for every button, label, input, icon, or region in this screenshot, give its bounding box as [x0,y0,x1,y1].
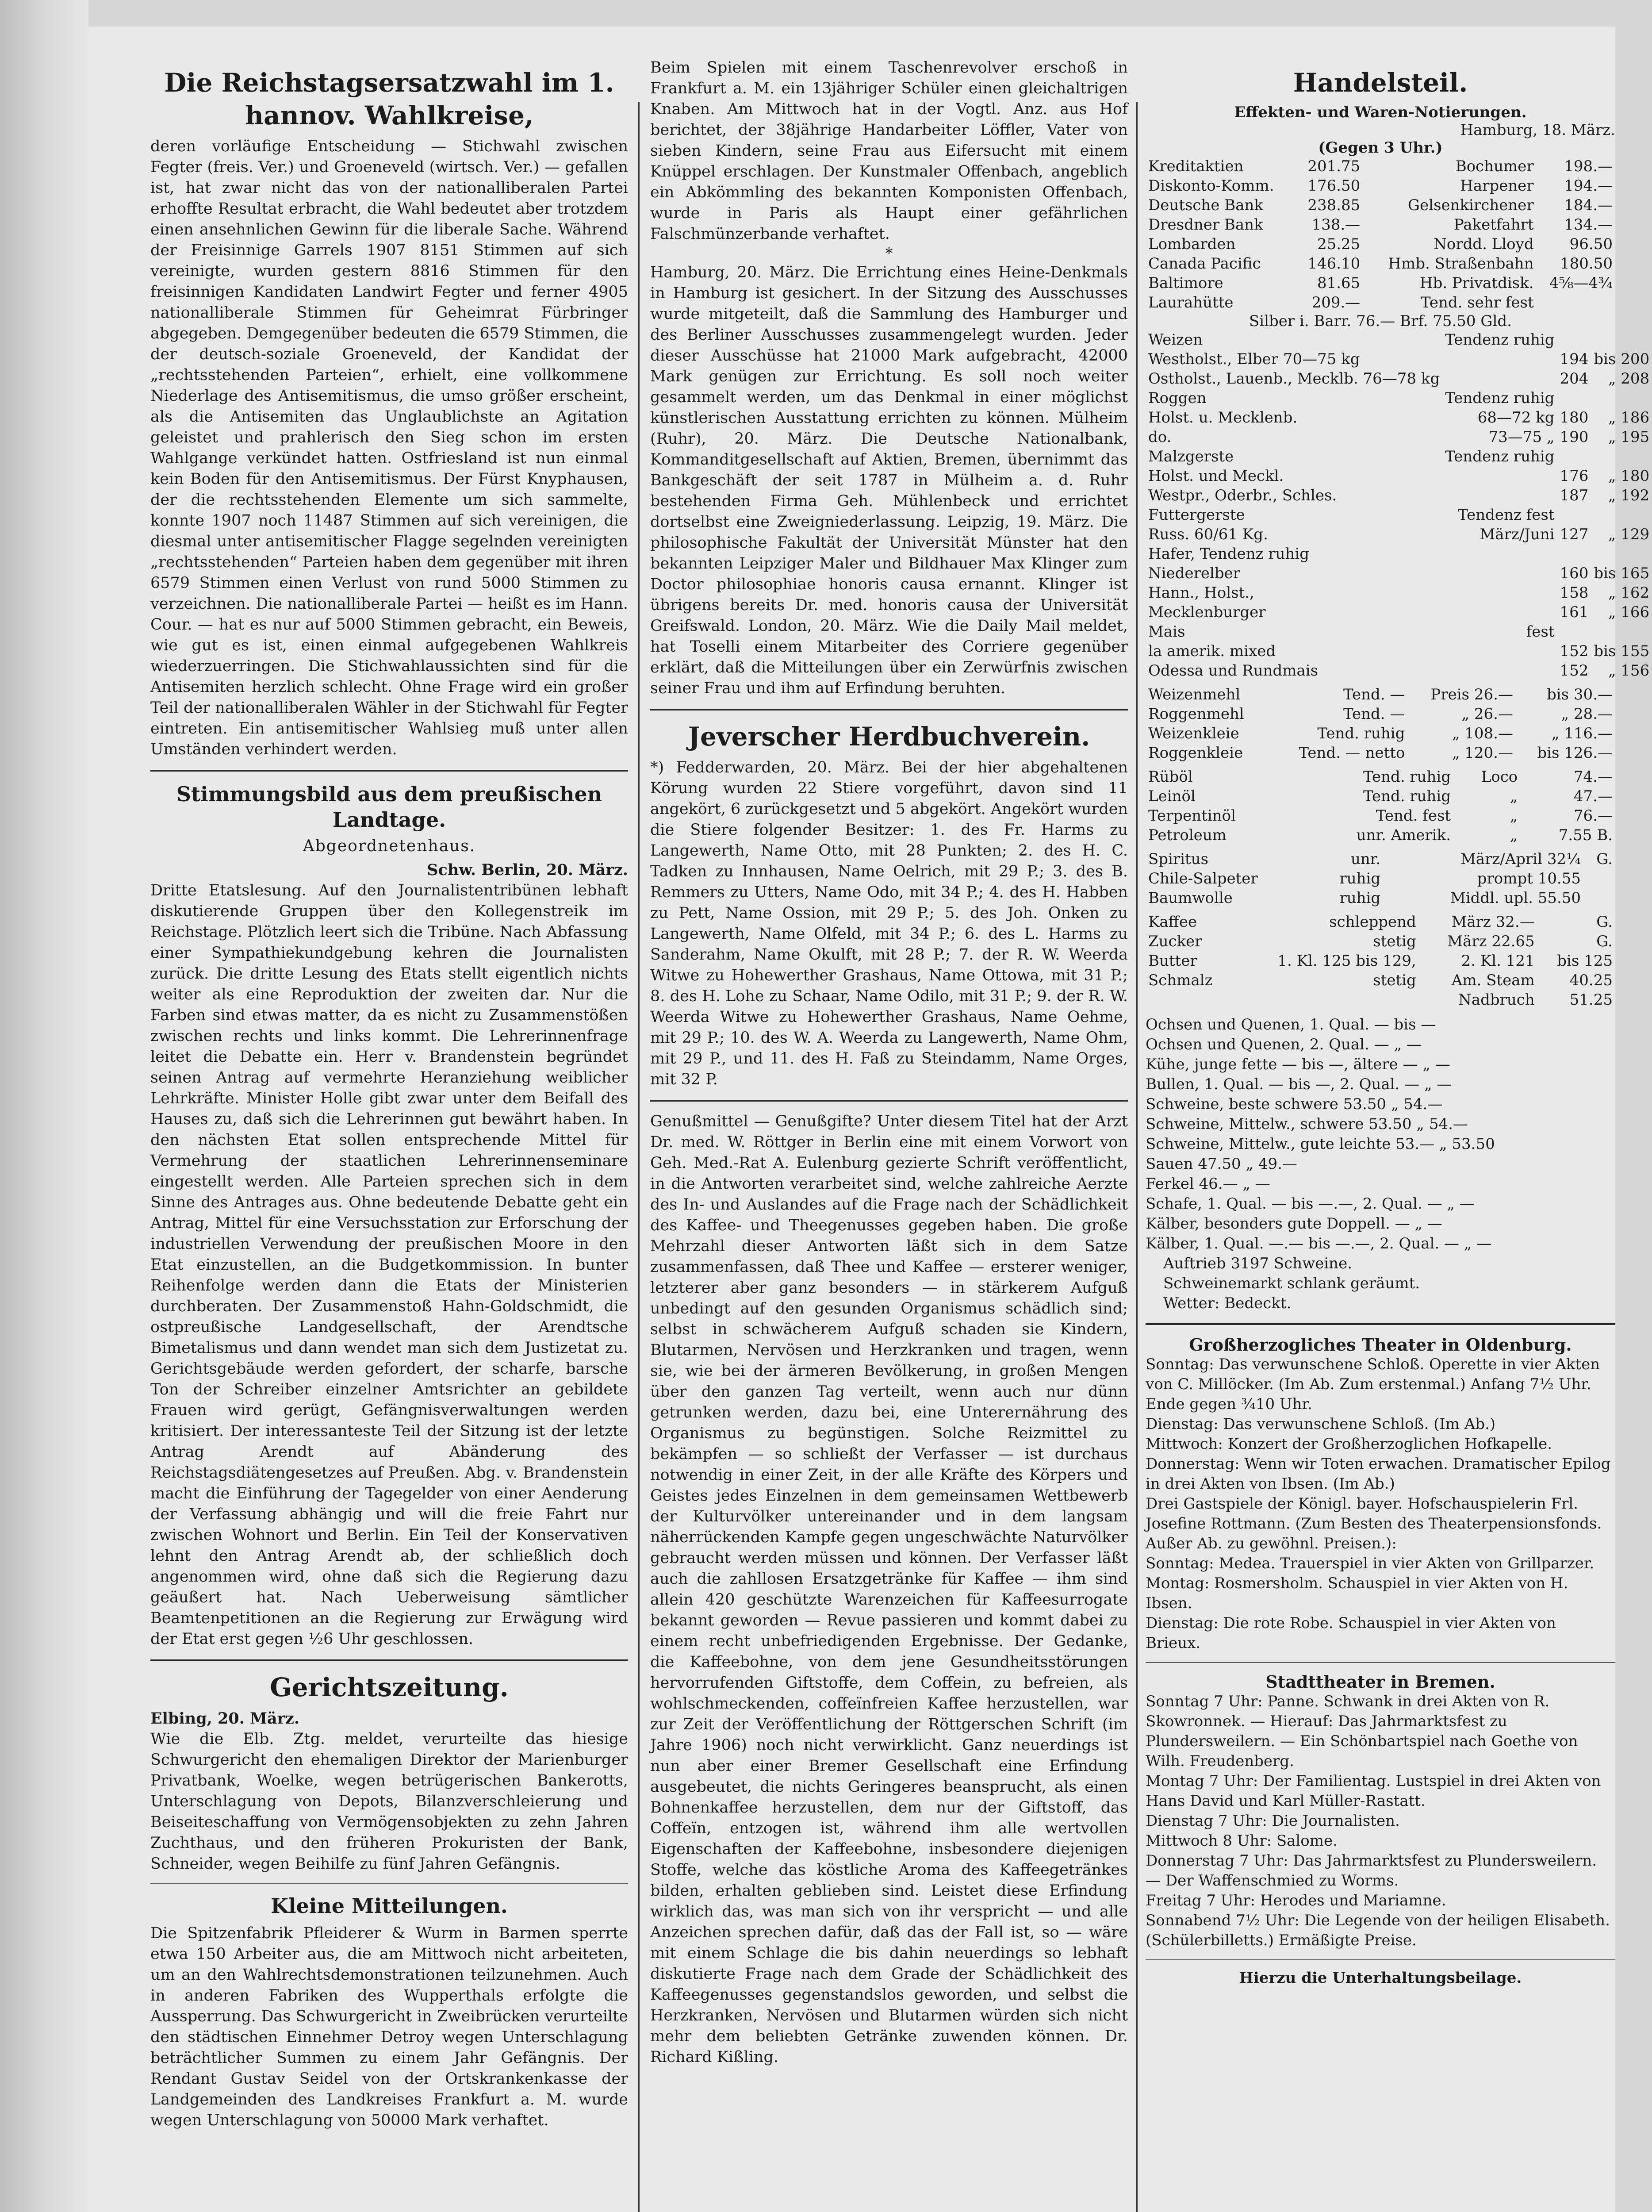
table-cell: „ 156 [1608,662,1650,680]
theatre-listing [1146,1355,1615,1653]
goods-row [1146,912,1615,932]
cattle-row: Kälber, 1. Qual. —.— bis —.—, 2. Qual. — „ — [1146,1235,1492,1252]
table-cell [1537,293,1615,312]
table-cell: Dresdner Bank [1148,216,1263,234]
goods-row [1146,951,1615,971]
table-cell: 204 [1560,370,1589,388]
table-cell: Tend. fest [1376,807,1451,825]
table-cell: März 22.65 [1447,933,1535,950]
table-cell: „ [1510,826,1518,844]
table-cell: Mecklenburger [1148,603,1266,621]
table-cell: Roggenmehl [1148,705,1244,723]
table-cell: Tend. ruhig [1363,768,1451,786]
grain-row [1146,447,1652,466]
table-cell [1583,869,1615,888]
article-headline: Jeverscher Herdbuchverein. [688,722,1090,752]
cattle-row: Kälber, besonders gute Doppell. — „ — [1146,1215,1442,1233]
dateline: Elbing, 20. März. [150,1709,300,1728]
table-cell: Zucker [1148,933,1202,950]
article-body: Wie die Elb. Ztg. meldet, verurteilte das hiesige Schwurgericht den ehemaligen Direktor der Marienburger Privatbank, Woelke, wegen betrügerischen Bankerotts, Unterschlagung von Depots, Bilanzverschleierung und Beiseiteschaffung von Vermögensobjekten zu zehn Jahren Zuchthaus, und den früheren Prokuristen der Bank, Schneider, wegen Beihilfe zu fünf Jahren Gefängnis. [150,1730,628,1873]
divider [650,709,1128,710]
table-cell: Baumwolle [1148,889,1233,907]
divider [1146,1662,1615,1663]
table-cell: Hmb. Straßenbahn [1388,255,1534,273]
cattle-row: Schweine, Mittelw., gute leichte 53.— „ 53.50 [1146,1135,1495,1153]
grain-row [1146,603,1652,622]
grain-row [1146,349,1652,369]
table-cell: März 32.— [1451,913,1535,931]
table-cell: Malzgerste [1148,448,1234,465]
table-cell: Hafer, Tendenz ruhig [1148,545,1310,563]
goods-row [1146,971,1615,990]
table-cell [1442,349,1557,369]
table-cell: 238.85 [1307,196,1361,214]
table-cell: Roggenkleie [1148,744,1243,762]
stock-row [1146,273,1615,293]
table-cell: 1. Kl. 125 bis 129, [1277,952,1416,970]
grain-row [1146,427,1652,447]
flour-row [1146,685,1615,704]
grain-table [1146,330,1652,680]
table-cell: 96.50 [1569,235,1613,253]
theatre-headline: Stadttheater in Bremen. [1265,1672,1495,1692]
table-cell: 74.— [1573,768,1613,786]
table-cell: Tend. — netto [1299,744,1405,762]
table-cell [1442,661,1557,680]
stock-row [1146,234,1615,254]
table-cell: Harpener [1460,177,1534,195]
table-cell: Odessa und Rundmais [1148,662,1319,680]
table-cell: G. [1596,850,1613,868]
table-cell: Middl. upl. 55.50 [1450,889,1581,907]
goods-row [1146,990,1615,1010]
grain-row [1146,622,1652,641]
divider [1146,1959,1615,1960]
grain-row [1146,544,1652,564]
table-cell [1442,544,1557,564]
table-cell: Rüböl [1148,768,1193,786]
section-headline: Handelsteil. [1293,68,1468,98]
cattle-row: Schweine, beste schwere 53.50 „ 54.— [1146,1095,1443,1113]
table-cell [1442,369,1557,388]
cattle-row: Schafe, 1. Qual. — bis —.—, 2. Qual. — „ — [1146,1195,1475,1213]
table-cell: Laurahütte [1148,294,1234,311]
table-cell: Tend. ruhig [1317,725,1405,742]
table-cell: 152 [1560,662,1589,680]
table-cell: G. [1596,933,1613,950]
article-headline: Die Reichstagsersatzwahl im 1. hannov. Wahlkreise, [164,68,614,131]
misc-row [1146,888,1615,908]
table-cell [1442,486,1557,505]
table-cell: 127 [1560,526,1589,543]
table-cell: 47.— [1573,787,1613,805]
table-cell: stetig [1373,933,1416,950]
table-cell: März/April 32¼ [1460,850,1581,868]
theatre-entry: Drei Gastspiele der Königl. bayer. Hofschauspielerin Frl. Josefine Rottmann. (Zum Besten des Theaterpensionsfonds. Außer Ab. zu gewöhnl. Preisen.): [1146,1495,1602,1552]
table-cell: Kaffee [1148,913,1197,931]
oil-row [1146,826,1615,845]
dateline: Schw. Berlin, 20. März. [427,861,628,879]
goods-table [1146,912,1615,1010]
silver-quote: Silber i. Barr. 76.— Brf. 75.50 Gld. [1249,312,1512,330]
section-subtitle: Effekten- und Waren-Notierungen. [1234,104,1527,121]
table-cell: Hb. Privatdisk. [1419,274,1534,292]
article-body: Beim Spielen mit einem Taschenrevolver erschoß in Frankfurt a. M. ein 13jähriger Schüler einen gleichaltrigen Knaben. Am Mittwoch hat in der Vogtl. Anz. aus Hof berichtet, der 38jährige Handarbeiter Löffler, Vater von sieben Kindern, seine Frau aus Eifersucht mit einem Knüppel erschlagen. Der Kunstmaler Offenbach, angeblich ein Abkömmling des bekannten Komponisten Offenbach, wurde in Paris als Haupt einer gefährlichen Falschmünzerbande verhaftet. [650,59,1128,243]
stock-row [1146,157,1615,176]
table-cell: Deutsche Bank [1148,196,1264,214]
table-cell: „ 186 [1608,409,1650,426]
table-cell [1591,622,1652,641]
oil-row [1146,767,1615,787]
table-cell: Preis 26.— [1430,686,1513,703]
table-cell: Diskonto-Komm. [1148,177,1274,195]
table-cell: Terpentinöl [1148,807,1236,825]
table-cell: Westholst., Elber 70—75 kg [1148,350,1360,368]
table-cell: Baltimore [1148,274,1223,292]
table-cell: 160 [1560,565,1589,582]
table-cell: Chile-Salpeter [1148,870,1258,887]
article-body: deren vorläufige Entscheidung — Stichwahl zwischen Fegter (freis. Ver.) und Groeneveld (wirtsch. Ver.) — gefallen ist, hat zwar nicht das von der nationalliberalen Partei erhoffte Resultat erbracht, die Wahl bedeutet aber trotzdem einen ansehnlichen Gewinn für die liberale Sache. Während der Freisinnige Garrels 1907 8151 Stimmen auf sich vereinigte, wurden gestern 8816 Stimmen für den freisinnigen Kandidaten Landwirt Fegter und ferner 4905 nationalliberale Stimmen für Geheimrat Fürbringer abgegeben. Demgegenüber bedeuten die 6579 Stimmen, die der deutsch-soziale Groeneveld, der Kandidat der „rechtsstehenden Parteien“, erhielt, eine vollkommene Niederlage des Antisemitismus, die umso größer erscheint, als die Antisemiten das Unglaublichste an Agitation geleistet und prahlerisch den Sieg schon im ersten Wahlgange verkündet hatten. Ostfriesland ist nun einmal kein Boden für den Antisemitismus. Der Fürst Knyphausen, der die rechtsstehenden Elemente um sich sammelte, konnte 1907 noch 11487 Stimmen auf sich vereinigen, die diesmal unter antisemitischer Flagge segelnden vereinigten „rechtsstehenden“ Parteien haben dem gegenüber mit ihren 6579 Stimmen einen Verlust von rund 5000 Stimmen zu verzeichnen. Die nationalliberale Partei — heißt es im Hann. Cour. — hat es nur auf 5000 Stimmen gebracht, ein Beweis, wie gut es ist, einen einmal aufgegebenen Wahlkreis wiederzuerringen. Die Stichwahlaussichten sind für die Antisemiten herzlich schlecht. Ohne Frage wird ein großer Teil der nationalliberalen Wähler in der Stichwahl für Fegter eintreten. Ein antisemitischer Wahlsieg muß unter allen Umständen verhindert werden. [150,138,628,758]
cattle-list [1146,1015,1615,1254]
table-cell: Loco [1481,768,1518,786]
theatre-entry: Mittwoch: Konzert der Großherzoglichen Hofkapelle. [1146,1435,1552,1453]
table-cell: 190 [1560,428,1589,446]
table-cell: Tend. sehr fest [1420,294,1534,311]
table-cell: Canada Pacific [1148,255,1261,273]
misc-table [1146,849,1615,908]
column-left [150,58,628,2131]
table-cell: „ 26.— [1461,705,1513,723]
theatre-entry: Sonntag: Das verwunschene Schloß. Operette in vier Akten von C. Millöcker. (Im Ab. Zum erstenmal.) Anfang 7½ Uhr. Ende gegen ¾10 Uhr. [1146,1356,1600,1413]
cattle-row: Ochsen und Quenen, 1. Qual. — bis — [1146,1016,1436,1033]
table-cell: G. [1596,913,1613,931]
grain-row [1146,466,1652,486]
table-cell: Spiritus [1148,850,1209,868]
grain-row [1146,641,1652,661]
misc-row [1146,869,1615,888]
grain-row [1146,525,1652,544]
table-cell: Tendenz ruhig [1445,389,1555,407]
table-cell: 134.— [1564,216,1613,234]
table-cell [1583,888,1615,908]
table-cell: 176 [1560,467,1589,485]
table-cell: Niederelber [1148,565,1241,582]
weather-note: Wetter: Bedeckt. [1163,1294,1292,1312]
divider [150,1883,628,1884]
cattle-row: Kühe, junge fette — bis —, ältere — „ — [1146,1056,1450,1073]
table-cell: Tendenz ruhig [1445,448,1555,465]
divider [150,770,628,772]
grain-row [1146,661,1652,680]
table-cell: 201.75 [1307,157,1361,175]
table-cell: stetig [1373,972,1416,989]
table-cell: 146.10 [1307,255,1361,273]
table-cell: Nordd. Lloyd [1434,235,1534,253]
table-cell: 198.— [1564,157,1613,175]
table-cell: 180 [1560,409,1589,426]
cattle-row: Ferkel 46.— „ — [1146,1175,1270,1193]
table-cell: Tendenz fest [1458,506,1555,524]
table-cell: Tendenz ruhig [1445,331,1555,349]
table-cell: Kreditaktien [1148,157,1244,175]
stock-row [1146,254,1615,273]
table-cell: „ 195 [1608,428,1650,446]
theatre-entry: Mittwoch 8 Uhr: Salome. [1146,1832,1338,1850]
oil-row [1146,806,1615,826]
table-cell: bis 200 [1594,350,1650,368]
divider [650,1100,1128,1102]
grain-row [1146,388,1652,408]
stock-row [1146,196,1615,215]
table-cell: Hann., Holst., [1148,584,1254,602]
table-cell: 187 [1560,487,1589,504]
grain-row [1146,486,1652,505]
table-cell: 4⅝—4¾ [1549,274,1613,292]
supplement-note: Hierzu die Unterhaltungsbeilage. [1239,1969,1522,1987]
table-cell [1557,622,1591,641]
column-right [1146,58,1650,1987]
table-cell: Holst. u. Mecklenb. [1148,409,1298,426]
binding-spine [0,0,88,2212]
table-cell: Roggen [1148,389,1207,407]
auftrieb: Auftrieb 3197 Schweine. [1163,1255,1353,1272]
table-cell: Mais [1148,623,1185,641]
table-cell: Bochumer [1455,157,1534,175]
table-cell: 76.— [1573,807,1613,825]
table-cell: Holst. und Meckl. [1148,467,1284,485]
table-cell [1442,583,1557,603]
theatre-entry: Dienstag 7 Uhr: Die Journalisten. [1146,1812,1400,1830]
table-cell: „ 120.— [1452,744,1513,762]
cattle-row: Schweine, Mittelw., schwere 53.50 „ 54.— [1146,1115,1468,1133]
table-cell: bis 126.— [1537,744,1613,762]
grain-row [1146,583,1652,603]
theatre-entry: Montag 7 Uhr: Der Familientag. Lustspiel in drei Akten von Hans David und Karl Müller-Rastatt. [1146,1772,1601,1810]
table-cell: „ 162 [1608,584,1650,602]
column-middle [650,58,1128,2068]
dateline: Hamburg, 18. März. [1460,121,1615,139]
table-cell: Paketfahrt [1453,216,1534,234]
table-cell: Am. Steam [1451,972,1535,989]
stock-row [1146,215,1615,234]
table-cell: 68—72 kg [1477,409,1555,426]
table-cell [1557,505,1591,525]
table-cell: 161 [1560,603,1589,621]
theatre-entry: Freitag 7 Uhr: Herodes und Mariamne. [1146,1892,1446,1909]
oil-row [1146,787,1615,806]
cattle-row: Bullen, 1. Qual. — bis —, 2. Qual. — „ — [1146,1075,1452,1093]
table-cell: „ [1510,807,1518,825]
time-note: (Gegen 3 Uhr.) [1318,139,1443,157]
cattle-row: Ochsen und Quenen, 2. Qual. — „ — [1146,1036,1422,1053]
table-cell: „ 116.— [1551,725,1613,742]
theatre-headline: Großherzogliches Theater in Oldenburg. [1189,1335,1572,1355]
table-cell: bis 30.— [1547,686,1613,703]
table-cell [1591,505,1652,525]
table-cell: „ 129 [1608,526,1650,543]
table-cell: 81.65 [1317,274,1361,292]
table-cell: Futtergerste [1148,506,1245,524]
theatre-entry: Sonnabend 7½ Uhr: Die Legende von der heiligen Elisabeth. (Schülerbilletts.) Ermäßigte Preise. [1146,1912,1610,1949]
table-cell [1591,447,1652,466]
table-cell: bis 165 [1594,565,1650,582]
article-body: Dritte Etatslesung. Auf den Journalistentribünen lebhaft diskutierende Gruppen über den Kollegenstreik im Reichstage. Plötzlich leert sich die Tribüne. Nach Abfassung einer Sympathiekundgebung kehren die Journalisten zurück. Die dritte Lesung des Etats stellt eigentlich nichts weiter als eine Reproduktion der zweiten dar. Nur die Farben sind etwas matter, da es nicht zu Zusammenstößen zwischen rechts und links kommt. Die Lehrerinnenfrage leitet die Debatte ein. Herr v. Brandenstein begründet seinen Antrag auf vermehrte Heranziehung weiblicher Lehrkräfte. Minister Holle gibt zwar unter dem Beifall des Hauses zu, daß sich die Lehrerinnen gut bewährt haben. In den nächsten Etat sollen entsprechende Mittel für Vermehrung der staatlichen Lehrerinnenseminare eingestellt werden. Alle Parteien sprechen sich in dem Sinne des Antrages aus. Ohne bedeutende Debatte geht ein Antrag, Mittel für eine Versuchsstation zur Erforschung der industriellen Verwendung der preußischen Moore in den Etat einzustellen, an die Budgetkommission. In bunter Reihenfolge werden dann die Etats der Ministerien durchberaten. Der Zusammenstoß Hahn-Goldschmidt, die ostpreußische Landgesellschaft, der Arendtsche Bimetalismus und dann wendet man sich dem Justizetat zu. Gerichtsgebäude werden gefordert, der scharfe, barsche Ton der Schreiber einzelner Amtsrichter an gebildete Frauen wird gerügt, Gefängnisverwaltungen werden kritisiert. Der interessanteste Teil der Sitzung ist der letzte Antrag Arendt auf Abänderung des Reichstagsdiätengesetzes auf Preußen. Abg. v. Brandenstein macht die Einführung der Tagegelder von einer Aenderung der Verfassung abhängig und will die freie Fahrt nur zwischen Wohnort und Berlin. Ein Teil der Konservativen lehnt den Antrag Arendt ab, der schließlich doch angenommen wird, ohne daß sich die Regierung dazu geäußert hat. Nach Ueberweisung sämtlicher Beamtenpetitionen an die Regierung zur Erwägung wird der Etat erst gegen ½6 Uhr geschlossen. [150,882,628,1648]
grain-row [1146,564,1652,583]
table-cell: do. [1148,428,1172,446]
table-cell: „ 192 [1608,487,1650,504]
table-cell: Butter [1148,952,1197,970]
table-cell: fest [1526,623,1555,641]
article-body: Genußmittel — Genußgifte? Unter diesem Titel hat der Arzt Dr. med. W. Röttger in Berlin eine mit einem Vorwort von Geh. Med.-Rat A. Eulenburg gezierte Schrift veröffentlicht, in die Antworten verarbeitet sind, welche zahlreiche Aerzte des In- und Auslandes auf die Frage nach der Schädlichkeit des Kaffee- und Theegenusses gegeben haben. Die große Mehrzahl dieser Antworten läßt sich in dem Satze zusammenfassen, daß Thee und Kaffee — ersterer weniger, letzterer aber ganz besonders — in stärkerem Aufguß unbedingt auf den gesunden Organismus schädlich sind; selbst in schwächerem Aufguß schaden sie Kindern, Blutarmen, Nervösen und Herzkranken und tragen, wenn sie, wie bei der ärmeren Bevölkerung, in großen Mengen über den ganzen Tag verteilt, wenn auch nur dünn getrunken werden, dazu bei, eine Unterernährung des Organismus zu begünstigen. Solche Reizmittel zu bekämpfen — so schließt der Verfasser — ist durchaus notwendig in einer Zeit, in der alle Kräfte des Körpers und Geistes jedes Einzelnen in dem gemeinsamen Wettbewerb der Kulturvölker untereinander und in dem langsam näherrückenden Kampfe gegen ungeschwächte Naturvölker gebraucht werden müssen und können. Der Verfasser läßt auch die zahllosen Ersatzgetränke für Kaffee — ihm sind allein 420 geschützte Warenzeichen für Kaffeesurrogate bekannt geworden — Revue passieren und kommt dabei zu einem recht unbefriedigenden Ergebnisse. Der Gedanke, die Kaffeebohne, von dem jene Gesundheitsstörungen hervorrufenden Giftstoffe, dem Coffein, zu befreien, als wohlschmeckenden, coffeïnfreien Kaffee herzustellen, war zur Zeit der Veröffentlichung der Röttgerschen Schrift (im Jahre 1906) noch nicht verwirklicht. Ganz neuerdings ist nun aber einer Bremer Gesellschaft eine Erfindung ausgebeutet, die nichts Geringeres beansprucht, als einen Bohnenkaffee herzustellen, dem nur der Giftstoff, das Coffeïn, entzogen ist, während ihm alle wertvollen Eigenschaften der Kaffeebohne, insbesondere diejenigen Stoffe, welche das köstliche Aroma des Kaffeegetränkes bilden, erhalten geblieben sind. Leistet diese Erfindung wirklich das, was man sich von ihr verspricht — und alle Anzeichen sprechen dafür, daß das der Fall ist, so — wäre mit einem Schlage die bis dahin neuerdings so lebhaft diskutierte Frage nach dem Grade der Schädlichkeit des Kaffeegenusses gegenstandslos geworden, und selbst die Herzkranken, Nervösen und Blutarmen würden sich nicht mehr dem beliebten Getränke zuwenden können. Dr. Richard Kißling. [650,1113,1128,2066]
table-cell: Tend. — [1343,686,1405,703]
grain-row [1146,369,1652,388]
table-cell: Tend. ruhig [1363,787,1451,805]
table-cell: Leinöl [1148,787,1196,805]
table-cell: bis 155 [1594,642,1650,660]
table-cell: 25.25 [1317,235,1361,253]
column-rule [1136,102,1138,2212]
table-cell: Russ. 60/61 Kg. [1148,526,1268,543]
stock-row [1146,293,1615,312]
theatre-entry: Dienstag: Das verwunschene Schloß. (Im Ab.) [1146,1415,1496,1433]
grain-row [1146,408,1652,427]
table-cell: Lombarden [1148,235,1236,253]
theatre-entry: Dienstag: Die rote Robe. Schauspiel in vier Akten von Brieux. [1146,1614,1556,1652]
table-cell [1146,990,1235,1010]
flour-row [1146,704,1615,724]
table-cell: Tend. — [1343,705,1405,723]
article-body: *) Fedderwarden, 20. März. Bei der hier abgehaltenen Körung wurden 22 Stiere vorgeführt, davon sind 11 angekört, 6 zurückgesetzt und 5 abgekört. Angekört wurden die Stiere folgender Besitzer: 1. des Fr. Harms zu Langewerth, Name Otto, mit 28 Punkten; 2. des H. C. Tadken zu Innhausen, Name Oelrich, mit 29 P.; 3. des B. Remmers zu Utters, Name Odo, mit 34 P.; 4. des H. Habben zu Pett, Name Ossion, mit 29 P.; 5. des Joh. Onken zu Langewerth, Name Olfeld, mit 34 P.; 6. des L. Harms zu Sanderahm, Name Okulft, mit 28 P.; 7. der R. W. Weerda Witwe zu Hohewerther Grashaus, Name Ottowa, mit 31 P.; 8. des H. Lohe zu Schaar, Name Odilo, mit 31 P.; 9. der R. W. Weerda Witwe zu Hohewerther Grashaus, Name Oehme, mit 29 P.; 10. des W. A. Weerda zu Langewerth, Name Ohm, mit 29 P., und 11. des H. Faß zu Steindamm, Name Orges, mit 32 P. [650,759,1128,1088]
stocks-table [1146,157,1615,312]
table-cell: „ 28.— [1561,705,1613,723]
oils-table [1146,767,1615,845]
table-cell: „ [1510,787,1518,805]
table-cell: 184.— [1564,196,1613,214]
table-cell: 73—75 „ [1488,428,1555,446]
table-cell: 176.50 [1307,177,1361,195]
misc-row [1146,849,1615,869]
table-cell: 7.55 B. [1558,826,1613,844]
theatre-entry: Sonntag: Medea. Trauerspiel in vier Akten von Grillparzer. [1146,1555,1595,1572]
table-cell: Westpr., Oderbr., Schles. [1148,487,1337,504]
table-cell: 158 [1560,584,1589,602]
goods-row [1146,932,1615,951]
table-cell: 138.— [1311,216,1361,234]
theatre-entry: Sonntag 7 Uhr: Panne. Schwank in drei Akten von R. Skowronnek. — Hierauf: Das Jahrmarktsfest zu Plundersweilern. — Ein Schönbartspiel nach Goethe von Wilh. Freudenberg. [1146,1693,1578,1770]
table-cell: Weizenmehl [1148,686,1241,703]
theatre-listing [1146,1692,1615,1951]
table-cell [1557,447,1591,466]
flour-row [1146,743,1615,763]
table-cell [1557,388,1591,408]
table-cell [1591,388,1652,408]
grain-row [1146,330,1652,349]
market-note: Schweinemarkt schlank geräumt. [1163,1275,1420,1292]
table-cell: März/Juni [1480,526,1555,543]
table-cell: „ 180 [1608,467,1650,485]
table-cell: unr. Amerik. [1356,826,1451,844]
asterisk-divider: * [885,245,893,262]
cattle-row: Sauen 47.50 „ 49.— [1146,1155,1297,1173]
table-cell: la amerik. mixed [1148,642,1276,660]
table-cell: schleppend [1329,913,1416,931]
table-cell [1591,544,1652,564]
table-cell: Nadbruch [1458,991,1535,1009]
table-cell: „ 166 [1608,603,1650,621]
table-cell: 152 [1560,642,1589,660]
table-cell: 209.— [1311,294,1361,311]
table-cell: Petroleum [1148,826,1227,844]
table-cell: Weizenkleie [1148,725,1239,742]
table-cell: ruhig [1339,889,1381,907]
table-cell: „ 108.— [1452,725,1513,742]
theatre-entry: Donnerstag 7 Uhr: Das Jahrmarktsfest zu Plundersweilern. — Der Waffenschmied zu Worms. [1146,1852,1597,1889]
article-headline: Stimmungsbild aus dem preußischen Landtage. [176,782,602,832]
table-cell [1235,990,1419,1010]
theatre-entry: Donnerstag: Wenn wir Toten erwachen. Dramatischer Epilog in drei Akten von Ibsen. (Im Ab.) [1146,1455,1611,1493]
table-cell: 194 [1560,350,1589,368]
table-cell: prompt 10.55 [1477,870,1581,887]
table-cell: 2. Kl. 121 [1461,952,1535,970]
article-body: Die Spitzenfabrik Pfleiderer & Wurm in Barmen sperrte etwa 150 Arbeiter aus, die am Mittwoch nicht arbeiteten, um an den Wahlrechtsdemonstrationen teilzunehmen. Auch in anderen Fabriken des Wupperthals erfolgte die Aussperrung. Das Schwurgericht in Zweibrücken verurteilte den städtischen Einnehmer Detroy wegen Unterschlagung beträchtlicher Summen zu einem Jahr Gefängnis. Der Rendant Gustav Seidel von der Ortskrankenkasse der Landgemeinden des Landkreises Frankfurt a. M. wurde wegen Unterschlagung von 50000 Mark verhaftet. [150,1924,628,2129]
grain-row [1146,505,1652,525]
table-cell [1557,544,1591,564]
table-cell [1442,466,1557,486]
table-cell: 194.— [1564,177,1613,195]
flour-row [1146,724,1615,743]
article-subhead: Abgeordnetenhaus. [303,837,476,855]
table-cell: Ostholst., Lauenb., Mecklb. 76—78 kg [1148,370,1440,388]
table-cell [1442,641,1557,661]
table-cell [1442,603,1557,622]
table-cell: bis 125 [1557,952,1613,970]
table-cell: ruhig [1339,870,1381,887]
article-headline: Kleine Mitteilungen. [271,1894,508,1918]
table-cell: 51.25 [1569,991,1613,1009]
divider [150,1659,628,1661]
table-cell: Weizen [1148,331,1203,349]
theatre-entry: Montag: Rosmersholm. Schauspiel in vier Akten von H. Ibsen. [1146,1575,1568,1612]
flour-table [1146,685,1615,763]
article-body: Hamburg, 20. März. Die Errichtung eines Heine-Denkmals in Hamburg ist gesichert. In der Sitzung des Ausschusses wurde mitgeteilt, daß die Sammlung des Hamburger und des Berliner Ausschusses zusammengelegt wurden. Jeder dieser Ausschüsse hat 21000 Mark aufgebracht, 42000 Mark genügen zur Errichtung. Es soll noch weiter gesammelt werden, um das Denkmal in einer möglichst künstlerischen Ausstattung errichten zu können. Mülheim (Ruhr), 20. März. Die Deutsche Nationalbank, Kommanditgesellschaft auf Aktien, Bremen, übernimmt das Bankgeschäft der seit 1787 in Mülheim a. d. Ruhr bestehenden Firma Geh. Mühlenbeck und errichtet dortselbst eine Zweigniederlassung. Leipzig, 19. März. Die philosophische Fakultät der Universität Münster hat den bekannten Leipziger Maler und Bildhauer Max Klinger zum Doctor philosophiae honoris causa ernannt. Klinger ist übrigens bereits Dr. med. honoris causa der Universität Greifswald. London, 20. März. Wie die Daily Mail meldet, hat Toselli einem Mitarbeiter des Corriere gegenüber erklärt, daß die Mitteilungen über ein Zerwürfnis zwischen seiner Frau und ihm auf Erfindung beruhten. [650,264,1128,697]
table-cell [1442,564,1557,583]
column-rule [638,102,640,2212]
table-cell [1557,330,1591,349]
table-cell: unr. [1351,850,1381,868]
table-cell: 40.25 [1569,972,1613,989]
divider [1146,1323,1615,1325]
stock-row [1146,176,1615,196]
article-headline: Gerichtszeitung. [270,1672,509,1702]
table-cell: „ 208 [1608,370,1650,388]
table-cell [1591,330,1652,349]
table-cell: Gelsenkirchener [1407,196,1534,214]
table-cell: 180.50 [1560,255,1613,273]
table-cell: Schmalz [1148,972,1213,989]
